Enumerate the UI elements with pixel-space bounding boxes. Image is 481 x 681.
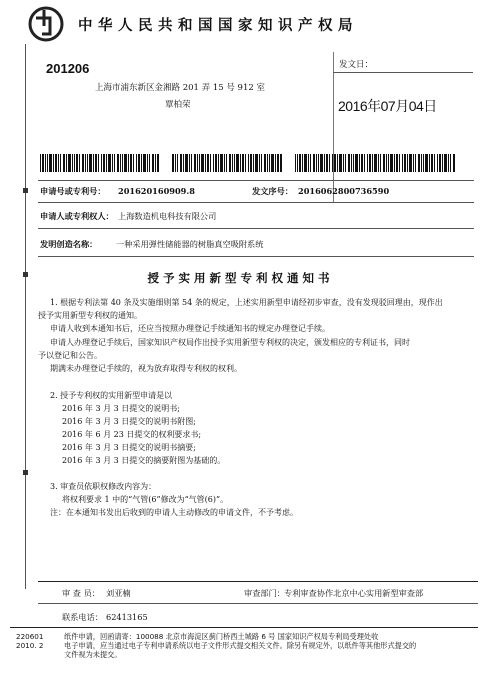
paragraph-3-line-1: 申请人办理登记手续后，国家知识产权局作出授予实用新型专利权的决定，颁发相应的专利证书，同时 — [50, 338, 410, 347]
paragraph-2: 申请人收到本通知书后，还应当按照办理登记手续通知书的规定办理登记手续。 — [50, 324, 330, 333]
section-3-item: 将权利要求 1 中的“气管(6”修改为“气管(6)”。 — [62, 495, 229, 504]
info-top-rule — [38, 180, 474, 181]
signature-rule — [38, 603, 478, 604]
sipo-logo-icon — [28, 6, 64, 42]
list-item: 2016 年 3 月 3 日提交的说明书附图; — [62, 417, 196, 426]
phone-label: 联系电话： — [62, 612, 103, 622]
department: 专利审查协作北京中心实用新型审查部 — [284, 588, 424, 598]
application-number-label: 申请号或专利号： — [40, 186, 106, 196]
list-item: 2016 年 6 月 23 日提交的权利要求书; — [62, 430, 202, 439]
office-name: 中华人民共和国国家知识产权局 — [78, 18, 358, 34]
invention-title-label: 发明创造名称： — [40, 239, 98, 249]
note: 注：在本通知书发出后收到的申请人主动修改的申请文件，不予考虑。 — [50, 508, 298, 517]
application-number: 201620160909.8 — [118, 186, 195, 196]
notice-title: 授予实用新型专利权通知书 — [147, 271, 334, 285]
footer-line-1: 纸件申请，回函请寄：100088 北京市海淀区蓟门桥西土城路 6 号 国家知识产权局专利局受理处收 — [64, 632, 379, 641]
paragraph-1-line-1: 1. 根据专利法第 40 条及实施细则第 54 条的规定，上述实用新型申请经初步审查，没有发现驳回理由，现作出 — [50, 298, 443, 307]
form-code: 220601 — [16, 632, 44, 641]
info-rule — [38, 228, 474, 229]
margin-mark — [23, 188, 28, 193]
footer-line-3: 文件视为未提交。 — [64, 650, 122, 659]
send-date-label: 发文日： — [339, 60, 374, 70]
list-item: 2016 年 3 月 3 日提交的说明书; — [62, 404, 180, 413]
paragraph-1-line-2: 授予实用新型专利权的通知。 — [38, 311, 142, 320]
footer-rule — [10, 627, 478, 628]
barcode-middle — [172, 154, 282, 172]
dispatch-serial-label: 发文序号： — [252, 186, 293, 196]
phone: 62413165 — [106, 612, 148, 622]
recipient-address: 上海市浦东新区金湘路 201 弄 15 号 912 室 — [95, 83, 265, 93]
left-margin-line — [25, 44, 26, 589]
info-bottom-rule — [38, 256, 474, 257]
signature-top-rule — [38, 581, 478, 582]
paragraph-3-line-2: 予以登记和公告。 — [38, 351, 102, 360]
section-3-heading: 3. 审查员依职权修改内容为： — [50, 482, 157, 491]
invention-title: 一种采用弹性储能器的树脂真空吸附系统 — [116, 239, 264, 249]
barcode-left — [40, 154, 160, 172]
footer-line-2: 电子申请，应当通过电子专利申请系统以电子文件形式提交相关文件。除另有规定外，以纸件等其他形式提交的 — [64, 641, 417, 650]
send-date-value: 2016年07月04日 — [338, 98, 437, 114]
dispatch-serial: 2016062800736590 — [298, 186, 390, 196]
list-item: 2016 年 3 月 3 日提交的摘要附图为基础的。 — [62, 456, 226, 465]
paragraph-4: 期满未办理登记手续的，视为放弃取得专利权的权利。 — [50, 364, 242, 373]
department-label: 审查部门： — [244, 588, 285, 598]
examiner-name: 刘亚楠 — [106, 588, 131, 598]
margin-mark — [23, 470, 28, 475]
postal-code: 201206 — [46, 61, 90, 76]
list-item: 2016 年 3 月 3 日提交的说明书摘要; — [62, 443, 196, 452]
applicant-label: 申请人或专利权人： — [40, 211, 114, 221]
form-version: 2010. 2 — [16, 641, 44, 650]
barcode-right — [295, 154, 455, 172]
examiner-label: 审 查 员： — [62, 588, 100, 598]
applicant: 上海数造机电科技有限公司 — [118, 211, 217, 221]
send-date-divider — [333, 72, 473, 73]
info-rule — [38, 202, 474, 203]
section-2-heading: 2. 授予专利权的实用新型申请是以 — [50, 391, 173, 400]
recipient-name: 覃柏荣 — [165, 100, 191, 110]
